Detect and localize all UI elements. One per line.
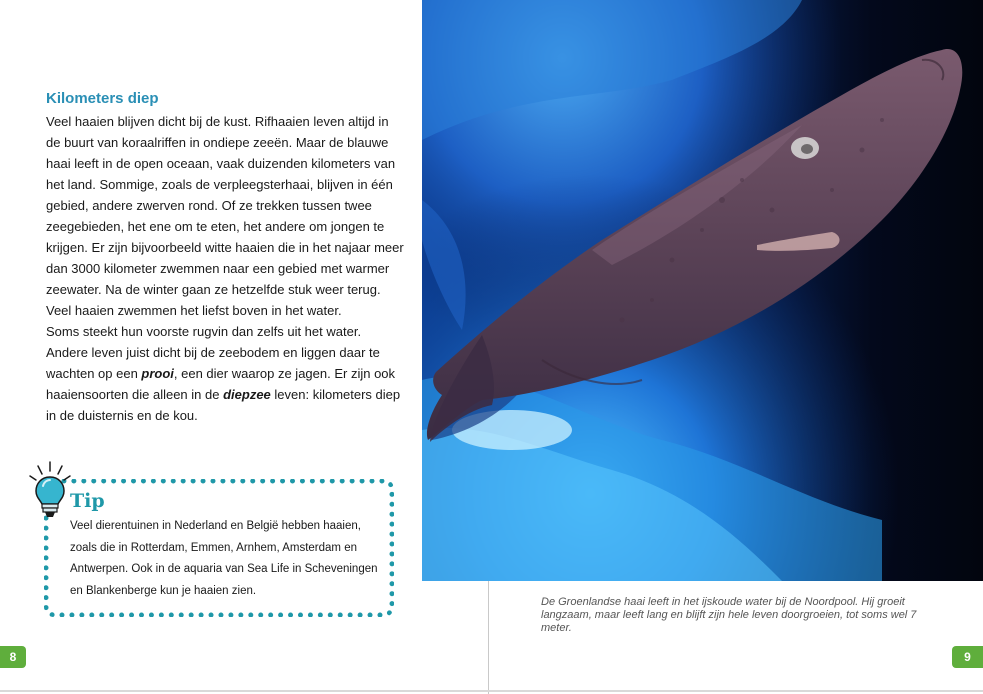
tip-text: Veel dierentuinen in Nederland en België hebben haaien, zoals die in Rotterdam, Emmen, Arnhem, Amsterdam en Antwerpen. Ook in de aquaria van Sea Life in Scheveningen en Blankenberge kun je haaien zien. (70, 520, 378, 597)
term-prooi: prooi (141, 366, 174, 381)
greenland-shark-image (422, 0, 983, 581)
shark-photo (422, 0, 983, 581)
body-paragraph-2-part-3: leven: kilometers diep in de duisternis en de kou. (46, 387, 401, 423)
page-number-left: 8 (0, 646, 26, 668)
body-paragraph-2-line-1: Veel haaien zwemmen het liefst boven in het water. (46, 303, 342, 318)
body-paragraph-1: Veel haaien blijven dicht bij de kust. Rifhaaien leven altijd in de buurt van koraalriffen in ondiepe zeeën. Maar de blauwe haai leeft in de open oceaan, vaak duizenden kilometers van het land. Sommige, zoals de verpleegsterhaai, blijven in één gebied, andere zwerven rond. Of ze trekken tussen twee zeegebieden, het ene om te eten, het andere om jongen te krijgen. Er zijn bijvoorbeeld witte haaien die in het najaar meer dan 3000 kilometer zwemmen naar een gebied met warmer zeewater. Na de winter gaan ze hetzelfde stuk weer terug. (46, 114, 404, 297)
photo-caption: De Groenlandse haai leeft in het ijskoude water bij de Noordpool. Hij groeit langzaam, maar leeft lang en blijft zijn hele leven doorgroeien, tot soms wel 7 meter. (541, 596, 917, 634)
page-number-right: 9 (952, 646, 983, 668)
bottom-rule (0, 690, 983, 692)
term-diepzee: diepzee (223, 387, 271, 402)
body-paragraph-2-part-1: Soms steekt hun voorste rugvin dan zelfs uit het water. Andere leven juist dicht bij de zeebodem en liggen daar te wachten op een (46, 324, 380, 381)
body-paragraph-2-part-2: , een dier waarop ze jagen. Er zijn ook haaiensoorten die alleen in de (46, 366, 396, 402)
section-heading: Kilometers diep (46, 90, 159, 107)
tip-title: Tip (70, 490, 105, 512)
body-text (46, 111, 404, 426)
